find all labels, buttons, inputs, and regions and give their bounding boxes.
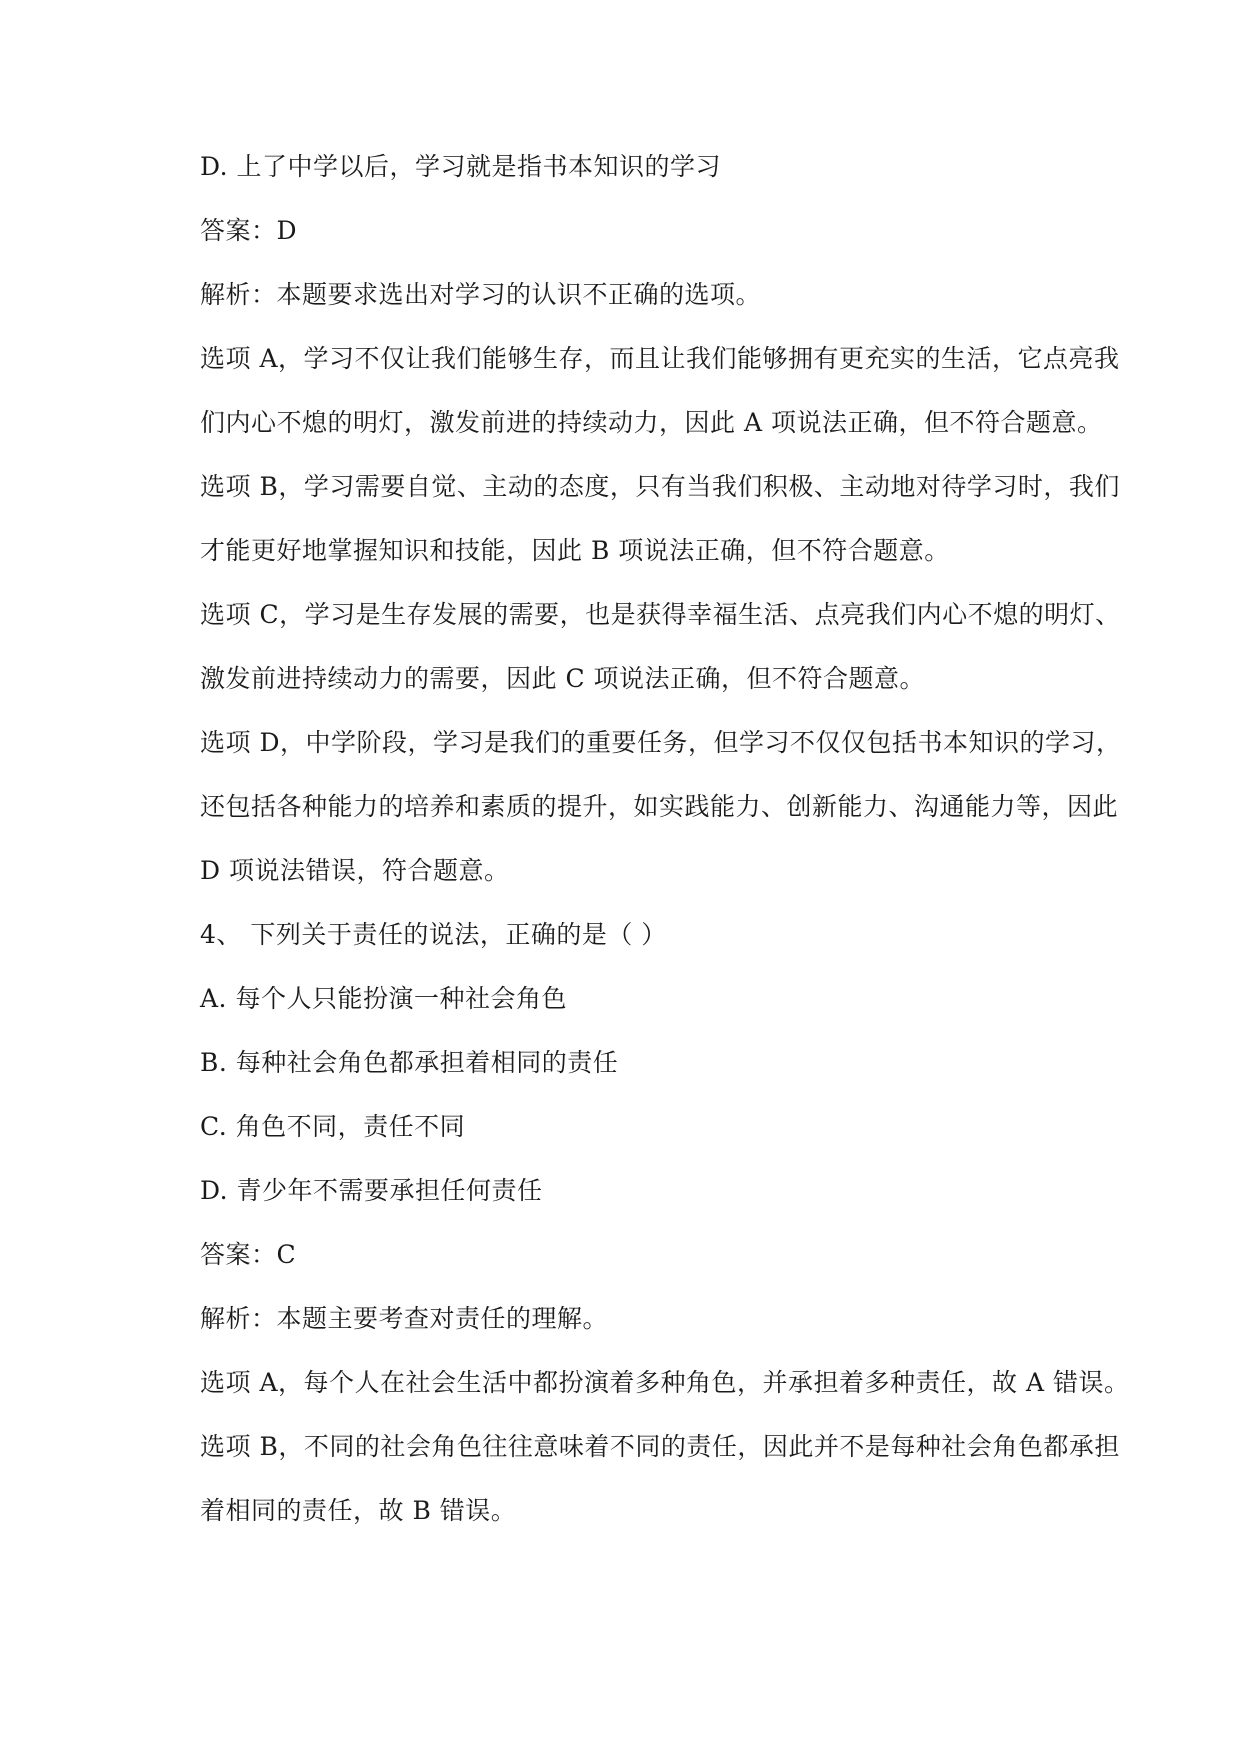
explanation-q3: 解析：本题要求选出对学习的认识不正确的选项。	[200, 280, 762, 309]
explanation-q3-option-b-line1: 选项 B，学习需要自觉、主动的态度，只有当我们积极、主动地对待学习时，我们	[200, 472, 1120, 501]
question-4: 4、 下列关于责任的说法，正确的是（ ）	[200, 920, 667, 949]
explanation-q3-option-a-line2: 们内心不熄的明灯，激发前进的持续动力，因此 A 项说法正确，但不符合题意。	[200, 408, 1103, 437]
option-b-q4: B. 每种社会角色都承担着相同的责任	[200, 1048, 619, 1077]
option-d-q3: D. 上了中学以后，学习就是指书本知识的学习	[200, 152, 722, 181]
explanation-q3-option-a-line1: 选项 A，学习不仅让我们能够生存，而且让我们能够拥有更充实的生活，它点亮我	[200, 344, 1120, 373]
explanation-q3-option-c-line2: 激发前进持续动力的需要，因此 C 项说法正确，但不符合题意。	[200, 664, 926, 693]
explanation-q4-option-b-line1: 选项 B，不同的社会角色往往意味着不同的责任，因此并不是每种社会角色都承担	[200, 1432, 1120, 1461]
answer-q4: 答案：C	[200, 1240, 297, 1269]
answer-q3: 答案：D	[200, 216, 298, 245]
explanation-q4: 解析：本题主要考查对责任的理解。	[200, 1304, 609, 1333]
explanation-q4-option-a: 选项 A，每个人在社会生活中都扮演着多种角色，并承担着多种责任，故 A 错误。	[200, 1368, 1130, 1397]
explanation-q4-option-b-line2: 着相同的责任，故 B 错误。	[200, 1496, 517, 1525]
explanation-q3-option-b-line2: 才能更好地掌握知识和技能，因此 B 项说法正确，但不符合题意。	[200, 536, 950, 565]
explanation-q3-option-d-line3: D 项说法错误，符合题意。	[200, 856, 510, 885]
explanation-q3-option-d-line1: 选项 D，中学阶段，学习是我们的重要任务，但学习不仅仅包括书本知识的学习，	[200, 728, 1122, 757]
option-d-q4: D. 青少年不需要承担任何责任	[200, 1176, 543, 1205]
option-a-q4: A. 每个人只能扮演一种社会角色	[200, 984, 567, 1013]
explanation-q3-option-c-line1: 选项 C，学习是生存发展的需要，也是获得幸福生活、点亮我们内心不熄的明灯、	[200, 600, 1121, 629]
explanation-q3-option-d-line2: 还包括各种能力的培养和素质的提升，如实践能力、创新能力、沟通能力等，因此	[200, 792, 1119, 821]
option-c-q4: C. 角色不同，责任不同	[200, 1112, 466, 1141]
